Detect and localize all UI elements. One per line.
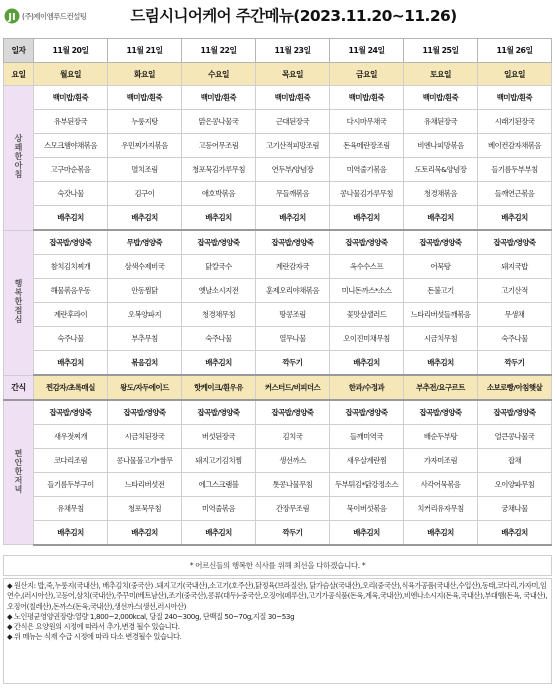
date-row bbox=[4, 39, 552, 63]
page-header bbox=[0, 0, 555, 36]
menu-item: 삼색수제비국 bbox=[108, 255, 182, 279]
menu-item: 청경채볶음 bbox=[404, 182, 478, 206]
breakfast-row bbox=[4, 182, 552, 206]
menu-item: 두부튀김*닭강정소스 bbox=[330, 472, 404, 496]
menu-item: 청포묵무침 bbox=[108, 496, 182, 520]
menu-item: 배추김치 bbox=[478, 206, 552, 231]
menu-item: 잡곡밥/영양죽 bbox=[34, 400, 108, 425]
date-cell: 11월 22일 bbox=[182, 39, 256, 63]
dinner-row bbox=[4, 400, 552, 425]
menu-item: 스모크햄야채볶음 bbox=[34, 134, 108, 158]
menu-item: 배추김치 bbox=[182, 520, 256, 545]
day-cell: 화요일 bbox=[108, 63, 182, 86]
lunch-row bbox=[4, 255, 552, 279]
menu-item: 애호박볶음 bbox=[182, 182, 256, 206]
menu-item: 다시마무채국 bbox=[330, 110, 404, 134]
date-label: 일자 bbox=[4, 39, 34, 63]
menu-item: 배추김치 bbox=[330, 351, 404, 376]
menu-item: 새우젓찌개 bbox=[34, 424, 108, 448]
menu-item: 배추김치 bbox=[182, 351, 256, 376]
menu-item: 묵이버섯볶음 bbox=[330, 496, 404, 520]
menu-item: 멸치조림 bbox=[108, 158, 182, 182]
menu-item: 백미밥/흰죽 bbox=[108, 86, 182, 110]
menu-item: 잡채 bbox=[478, 448, 552, 472]
menu-item: 깍두기 bbox=[478, 351, 552, 376]
menu-item: 시금치무침 bbox=[404, 327, 478, 351]
menu-item: 잡곡밥/영양죽 bbox=[256, 230, 330, 255]
menu-item: 돈육메란장조림 bbox=[330, 134, 404, 158]
menu-item: 잡곡밥/영양죽 bbox=[108, 400, 182, 425]
lunch-row bbox=[4, 279, 552, 303]
menu-item: 잡곡밥/영양죽 bbox=[404, 400, 478, 425]
date-cell: 11월 25일 bbox=[404, 39, 478, 63]
menu-item: 고기산적피망조림 bbox=[256, 134, 330, 158]
menu-item: 느타리버섯전 bbox=[108, 472, 182, 496]
menu-item: 백미밥/흰죽 bbox=[256, 86, 330, 110]
menu-item: 김치국 bbox=[256, 424, 330, 448]
menu-item: 들기름두부부침 bbox=[478, 158, 552, 182]
menu-item: 오이진미채무침 bbox=[330, 327, 404, 351]
section-label: 상쾌한아침 bbox=[14, 134, 23, 180]
menu-item: 안동찜닭 bbox=[108, 279, 182, 303]
day-cell: 수요일 bbox=[182, 63, 256, 86]
menu-item: 배추김치 bbox=[330, 520, 404, 545]
menu-item: 돼지고기김치찜 bbox=[182, 448, 256, 472]
menu-item: 청경채무침 bbox=[182, 303, 256, 327]
menu-item: 궁채나물 bbox=[478, 496, 552, 520]
day-cell: 금요일 bbox=[330, 63, 404, 86]
menu-item: 배추김치 bbox=[34, 206, 108, 231]
menu-item: 도토리묵&양념장 bbox=[404, 158, 478, 182]
menu-item: 열무나물 bbox=[256, 327, 330, 351]
menu-item: 백미밥/흰죽 bbox=[330, 86, 404, 110]
dinner-row bbox=[4, 496, 552, 520]
date-cell: 11월 23일 bbox=[256, 39, 330, 63]
menu-item: 가자미조림 bbox=[404, 448, 478, 472]
menu-item: 잡곡밥/영양죽 bbox=[478, 400, 552, 425]
date-cell: 11월 24일 bbox=[330, 39, 404, 63]
menu-item: 해물볶음우동 bbox=[34, 279, 108, 303]
notes-box bbox=[3, 578, 552, 684]
menu-item: 참치김치찌개 bbox=[34, 255, 108, 279]
menu-item: 김구이 bbox=[108, 182, 182, 206]
snack-item: 한과/수정과 bbox=[330, 375, 404, 400]
menu-item: 배추김치 bbox=[404, 520, 478, 545]
day-cell: 목요일 bbox=[256, 63, 330, 86]
menu-item: 배추김치 bbox=[108, 520, 182, 545]
menu-item: 유채된장국 bbox=[404, 110, 478, 134]
menu-item: 미역줄볶음 bbox=[182, 496, 256, 520]
menu-item: 청포묵김가루무침 bbox=[182, 158, 256, 182]
note-change: ◆ 위 메뉴는 식재 수급 시정에 따라 다소 변경될수 있습니다. bbox=[7, 632, 182, 642]
menu-item: 톳콩나물무침 bbox=[256, 472, 330, 496]
menu-item: 새우살계란찜 bbox=[330, 448, 404, 472]
menu-item: 부추무침 bbox=[108, 327, 182, 351]
menu-item: 버섯된장국 bbox=[182, 424, 256, 448]
menu-item: 계란감자국 bbox=[256, 255, 330, 279]
menu-item: 오이양파무침 bbox=[478, 472, 552, 496]
menu-item: 간장무조림 bbox=[256, 496, 330, 520]
day-cell: 월요일 bbox=[34, 63, 108, 86]
menu-item: 돈불고기 bbox=[404, 279, 478, 303]
day-cell: 일요일 bbox=[478, 63, 552, 86]
menu-item: 유부된장국 bbox=[34, 110, 108, 134]
menu-item: 연두부/양념장 bbox=[256, 158, 330, 182]
snack-row bbox=[4, 375, 552, 400]
menu-item: 배추김치 bbox=[256, 206, 330, 231]
menu-item: 배추김치 bbox=[404, 351, 478, 376]
menu-item: 잡곡밥/영양죽 bbox=[256, 400, 330, 425]
page-title: 드림시니어케어 주간메뉴(2023.11.20~11.26) bbox=[130, 7, 457, 25]
menu-item: 닭칼국수 bbox=[182, 255, 256, 279]
menu-item: 배추김치 bbox=[330, 206, 404, 231]
menu-item: 무들깨볶음 bbox=[256, 182, 330, 206]
menu-item: 코다리조림 bbox=[34, 448, 108, 472]
menu-item: 볶음김치 bbox=[108, 351, 182, 376]
menu-item: 잡곡밥/영양죽 bbox=[478, 230, 552, 255]
snack-label: 간식 bbox=[4, 375, 34, 400]
menu-item: 들기름두부구이 bbox=[34, 472, 108, 496]
menu-item: 고기산적 bbox=[478, 279, 552, 303]
menu-item: 고구마순볶음 bbox=[34, 158, 108, 182]
menu-item: 에그스크램블 bbox=[182, 472, 256, 496]
breakfast-row bbox=[4, 86, 552, 110]
menu-item: 잡곡밥/영양죽 bbox=[330, 400, 404, 425]
menu-item: 콩나물김가루무침 bbox=[330, 182, 404, 206]
menu-item: 숙갓나물 bbox=[34, 182, 108, 206]
menu-item: 배추김치 bbox=[478, 520, 552, 545]
menu-item: 깍두기 bbox=[256, 351, 330, 376]
lunch-row bbox=[4, 327, 552, 351]
menu-item: 무생채 bbox=[478, 303, 552, 327]
menu-item: 미역줄기볶음 bbox=[330, 158, 404, 182]
menu-item: 무밥/영양죽 bbox=[108, 230, 182, 255]
menu-item: 비엔나피망볶음 bbox=[404, 134, 478, 158]
menu-item: 베이컨감자채볶음 bbox=[478, 134, 552, 158]
snack-item: 왕도/자두에이드 bbox=[108, 375, 182, 400]
menu-item: 오복양파지 bbox=[108, 303, 182, 327]
menu-item: 근대된장국 bbox=[256, 110, 330, 134]
menu-item: 백미밥/흰죽 bbox=[404, 86, 478, 110]
section-label: 행복한점심 bbox=[14, 279, 23, 324]
day-label: 요일 bbox=[4, 63, 34, 86]
menu-item: 치커리유자무침 bbox=[404, 496, 478, 520]
note-nutrition: ◆ 노인평균영양권장량:열량 1,800~2,000kcal, 당질 240~300g, 단백질 50~70g,지질 30~53g bbox=[7, 611, 295, 621]
menu-item: 어묵탕 bbox=[404, 255, 478, 279]
menu-item: 잡곡밥/영양죽 bbox=[34, 230, 108, 255]
menu-item: 훈제오리야채볶음 bbox=[256, 279, 330, 303]
menu-item: 생선까스 bbox=[256, 448, 330, 472]
menu-item: 옛날소시지전 bbox=[182, 279, 256, 303]
menu-item: 배추김치 bbox=[108, 206, 182, 231]
menu-item: 콩나물불고기*쌈무 bbox=[108, 448, 182, 472]
menu-item: 시래기된장국 bbox=[478, 110, 552, 134]
dinner-row bbox=[4, 448, 552, 472]
date-cell: 11월 26일 bbox=[478, 39, 552, 63]
slogan-banner: * 어르신들의 행복한 식사를 위해 최선을 다하겠습니다. * bbox=[3, 555, 552, 576]
menu-item: 들깨미역국 bbox=[330, 424, 404, 448]
lunch-row bbox=[4, 230, 552, 255]
day-row bbox=[4, 63, 552, 86]
dinner-row bbox=[4, 424, 552, 448]
menu-item: 미니돈까스*소스 bbox=[330, 279, 404, 303]
menu-item: 배추김치 bbox=[34, 520, 108, 545]
weekly-menu-table bbox=[3, 38, 552, 546]
dinner-label bbox=[4, 400, 34, 545]
menu-item: 들깨연근볶음 bbox=[478, 182, 552, 206]
company-name: (주)제이엠푸드컨설팅 bbox=[22, 12, 87, 21]
snack-item: 핫케이크/흰우유 bbox=[182, 375, 256, 400]
menu-item: 사각어묵볶음 bbox=[404, 472, 478, 496]
menu-item: 깍두기 bbox=[256, 520, 330, 545]
dinner-row bbox=[4, 520, 552, 545]
menu-item: 잡곡밥/영양죽 bbox=[404, 230, 478, 255]
svg-text:JI: JI bbox=[8, 12, 16, 23]
breakfast-row bbox=[4, 206, 552, 231]
menu-item: 계란후라이 bbox=[34, 303, 108, 327]
note-snack: ◆ 간식은 요양원의 시정에 따라서 추가,변경 될수 있습니다. bbox=[7, 622, 180, 632]
lunch-label bbox=[4, 230, 34, 375]
menu-item: 꽃맛살샐러드 bbox=[330, 303, 404, 327]
lunch-row bbox=[4, 303, 552, 327]
day-cell: 토요일 bbox=[404, 63, 478, 86]
menu-item: 얼큰콩나물국 bbox=[478, 424, 552, 448]
snack-item: 찐감자/초록매실 bbox=[34, 375, 108, 400]
menu-item: 배추김치 bbox=[404, 206, 478, 231]
menu-item: 백미밥/흰죽 bbox=[478, 86, 552, 110]
note-origin: ◆ 원산지: 밥,죽,누룽지(국내산), 배추김치(중국산) .돼지고기(국내산),소고기(호주산),닭정육(브라질산), 닭가슴살(국내산),오리(중국산),식육가공품(국내산,수입산),동태,코다리,가자미,임연수,(러시아산),고등어,삼치(국내산),주꾸미(베트남산),조기(중국산),콩류(대두)-중국산,오징어(페루산),고기가공식품(돈육,계육,국내산),비엔나소시지(돈육,국내산),부대햄(돈육, 국내산),오징어(칠레산),돈까스(돈육,국내산),생선까스(생선,러시아산) bbox=[7, 581, 548, 611]
menu-item: 숙주나물 bbox=[478, 327, 552, 351]
menu-item: 시금치된장국 bbox=[108, 424, 182, 448]
breakfast-row bbox=[4, 134, 552, 158]
breakfast-row bbox=[4, 110, 552, 134]
menu-item: 백미밥/흰죽 bbox=[34, 86, 108, 110]
menu-item: 숙주나물 bbox=[34, 327, 108, 351]
menu-item: 유채무침 bbox=[34, 496, 108, 520]
menu-item: 배추김치 bbox=[182, 206, 256, 231]
menu-item: 백미밥/흰죽 bbox=[182, 86, 256, 110]
date-cell: 11월 21일 bbox=[108, 39, 182, 63]
menu-item: 누룽지탕 bbox=[108, 110, 182, 134]
breakfast-label bbox=[4, 86, 34, 231]
date-cell: 11월 20일 bbox=[34, 39, 108, 63]
menu-item: 우민찌가지볶음 bbox=[108, 134, 182, 158]
dinner-row bbox=[4, 472, 552, 496]
section-label: 편안한저녁 bbox=[14, 448, 23, 494]
snack-item: 커스터드/비피더스 bbox=[256, 375, 330, 400]
breakfast-row bbox=[4, 158, 552, 182]
menu-item: 잡곡밥/영양죽 bbox=[330, 230, 404, 255]
menu-item: 배순두부탕 bbox=[404, 424, 478, 448]
lunch-row bbox=[4, 351, 552, 376]
menu-item: 잡곡밥/영양죽 bbox=[182, 230, 256, 255]
menu-item: 돼지국밥 bbox=[478, 255, 552, 279]
menu-item: 배추김치 bbox=[34, 351, 108, 376]
snack-item: 소보로빵/아침햇살 bbox=[478, 375, 552, 400]
menu-item: 옥수수스프 bbox=[330, 255, 404, 279]
menu-item: 고등어무조림 bbox=[182, 134, 256, 158]
menu-item: 땅콩조림 bbox=[256, 303, 330, 327]
menu-item: 잡곡밥/영양죽 bbox=[182, 400, 256, 425]
snack-item: 부추전/요구르트 bbox=[404, 375, 478, 400]
menu-item: 느타리버섯들깨볶음 bbox=[404, 303, 478, 327]
menu-item: 숙주나물 bbox=[182, 327, 256, 351]
menu-item: 맑은콩나물국 bbox=[182, 110, 256, 134]
